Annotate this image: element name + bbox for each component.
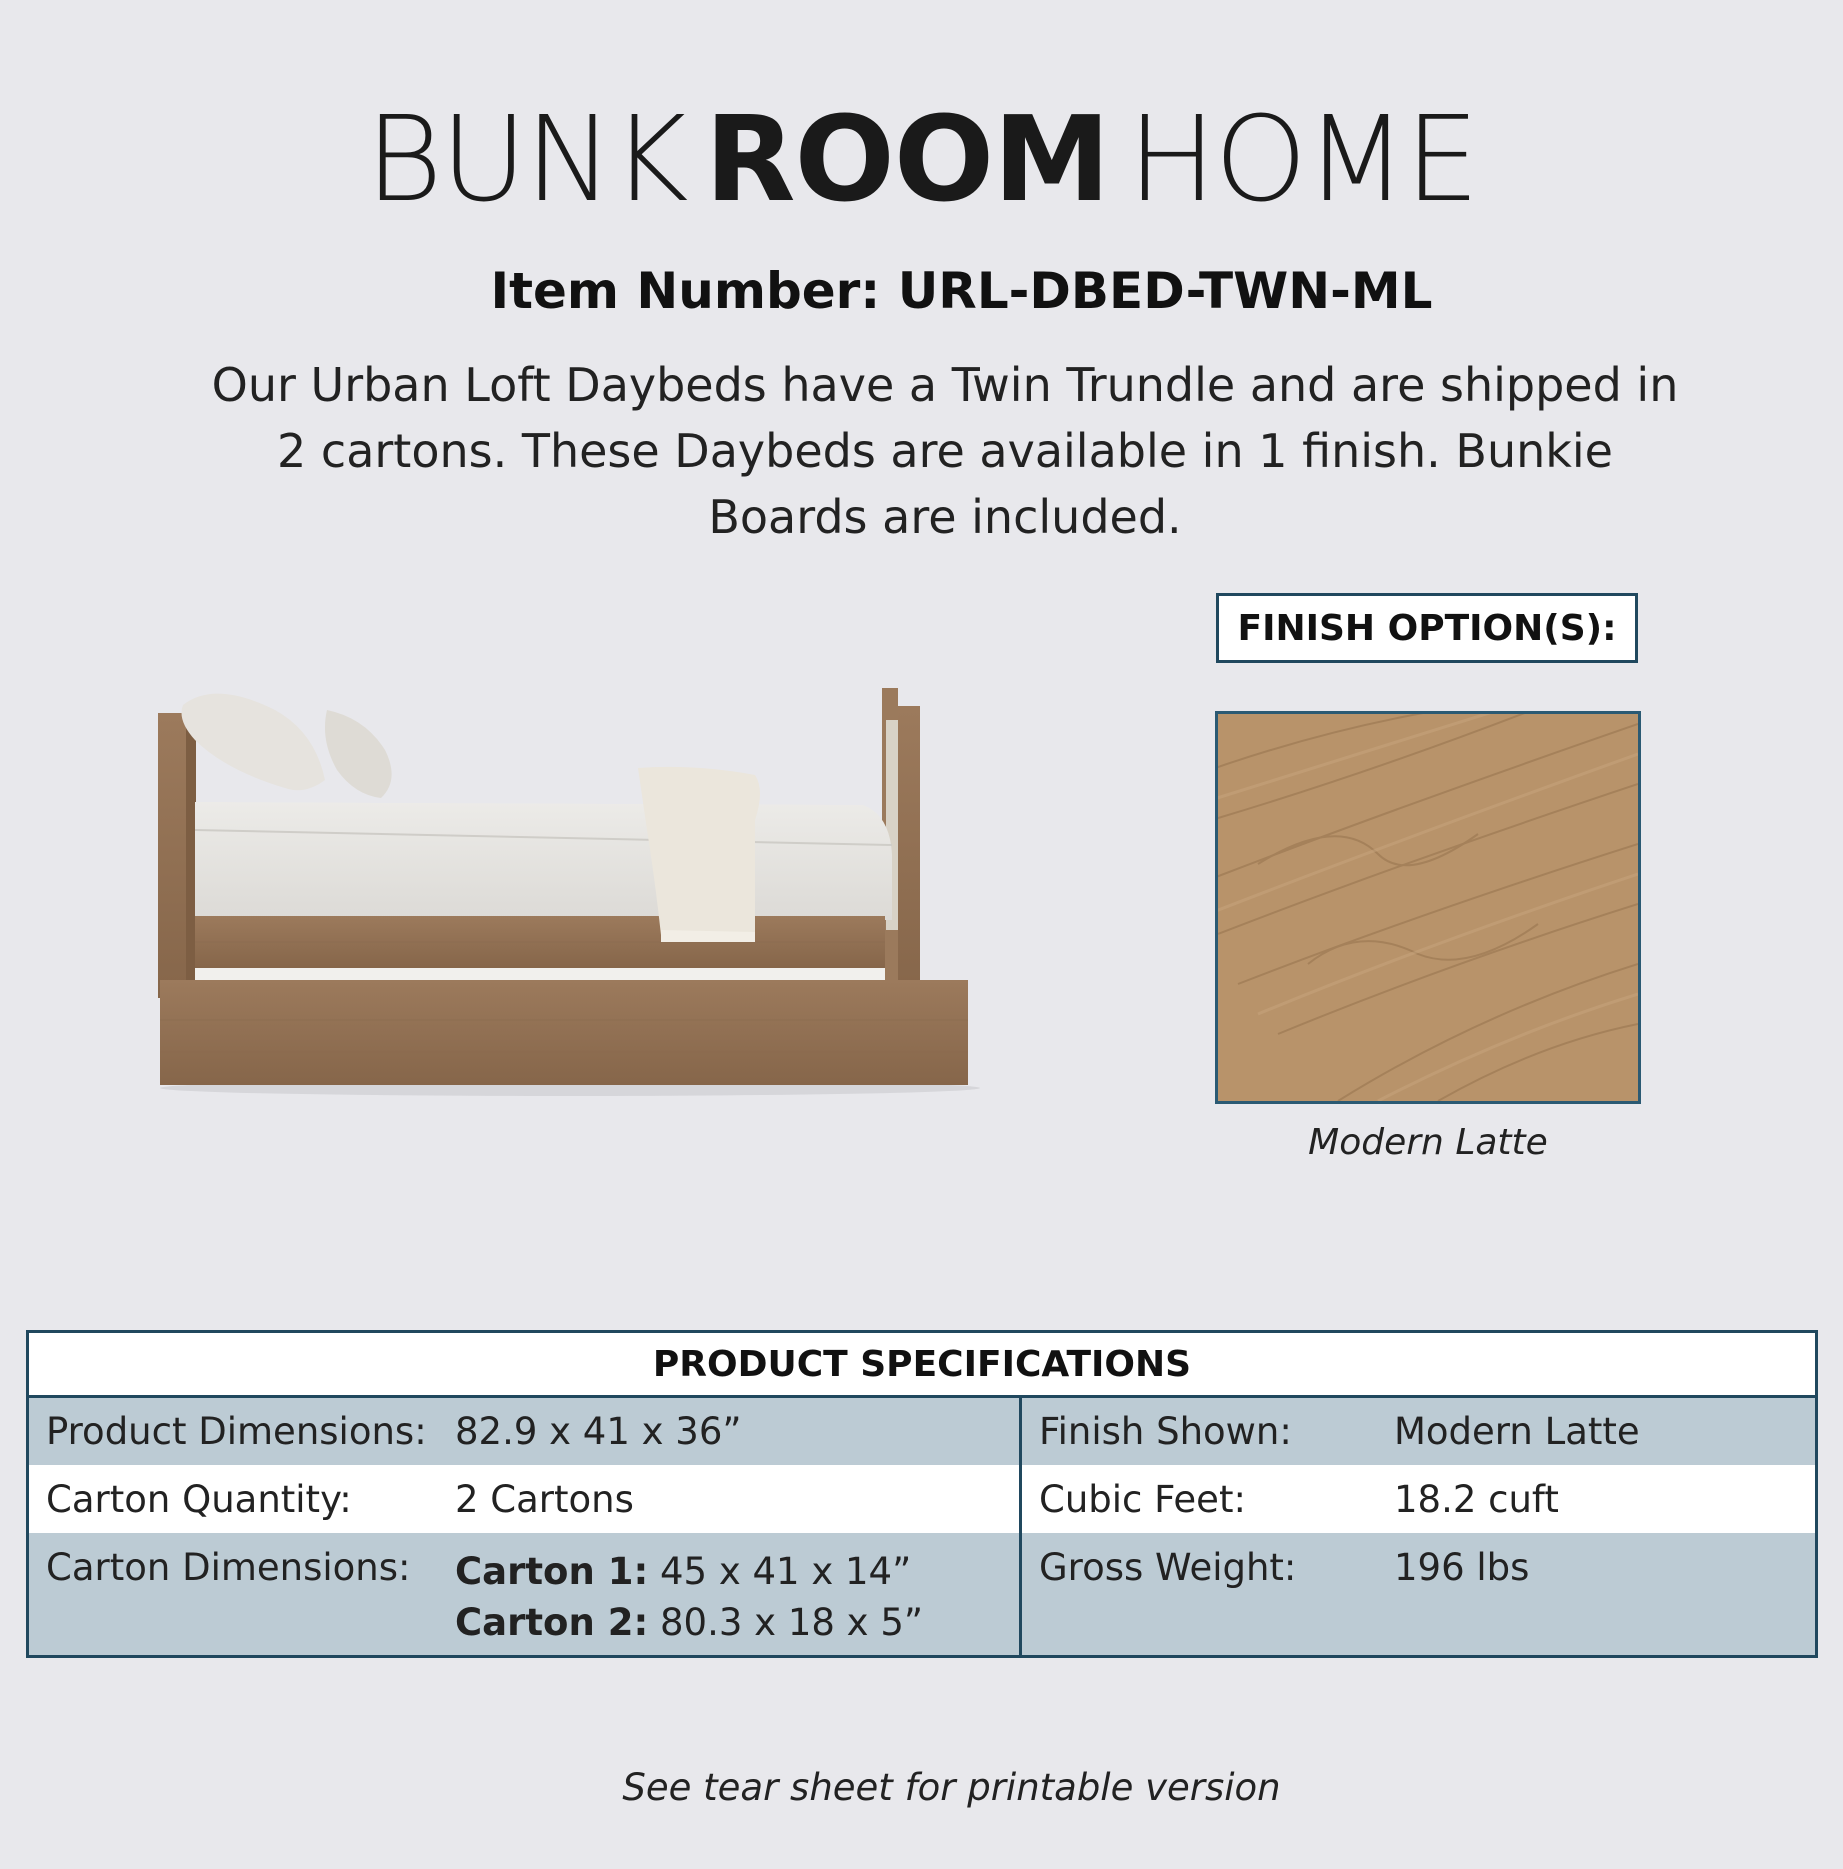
- brand-word-home: HOME: [1127, 90, 1478, 228]
- finish-options-label: FINISH OPTION(S):: [1216, 593, 1638, 663]
- brand-logo: [0, 90, 1843, 228]
- spec-key: Product Dimensions:: [46, 1410, 427, 1453]
- wood-grain-texture: [1218, 714, 1638, 1101]
- product-description: Our Urban Loft Daybeds have a Twin Trundle and are shipped in 2 cartons. These Daybeds are available in 1 finish. Bunkie Boards are included.: [211, 358, 1679, 544]
- spec-value: [455, 1546, 1019, 1648]
- spec-key: Carton Quantity:: [46, 1477, 352, 1521]
- tear-sheet-note: See tear sheet for printable version: [622, 1766, 1281, 1809]
- spec-row-cubic-feet: [1022, 1465, 1815, 1533]
- spec-row-finish-shown: [1022, 1398, 1815, 1465]
- carton-1-value: 45 x 41 x 14”: [648, 1550, 912, 1593]
- carton-2-line: [455, 1597, 1019, 1648]
- item-number: Item Number: URL-DBED-TWN-ML: [490, 262, 1433, 320]
- spec-row-product-dimensions: [29, 1398, 1019, 1465]
- daybed-image: [155, 680, 985, 1100]
- product-specifications-table: [26, 1330, 1818, 1658]
- spec-row-carton-quantity: [29, 1465, 1019, 1533]
- specs-right-column: [1022, 1398, 1815, 1655]
- carton-1-line: [455, 1546, 1019, 1597]
- carton-2-label: Carton 2:: [455, 1601, 649, 1644]
- spec-row-carton-dimensions: [29, 1533, 1019, 1655]
- finish-swatch-modern-latte[interactable]: [1215, 711, 1641, 1104]
- spec-value: 82.9 x 41 x 36”: [455, 1410, 742, 1453]
- carton-2-value: 80.3 x 18 x 5”: [648, 1601, 924, 1644]
- spec-value: 18.2 cuft: [1394, 1477, 1559, 1521]
- carton-1-label: Carton 1:: [455, 1550, 649, 1593]
- spec-key: Carton Dimensions:: [46, 1546, 411, 1589]
- finish-name: Modern Latte: [1308, 1122, 1548, 1163]
- spec-key: Cubic Feet:: [1039, 1477, 1246, 1521]
- spec-value: 2 Cartons: [455, 1477, 634, 1521]
- spec-value: 196 lbs: [1394, 1546, 1530, 1589]
- spec-key: Gross Weight:: [1039, 1546, 1297, 1589]
- brand-word-room: ROOM: [704, 90, 1110, 228]
- specs-title: PRODUCT SPECIFICATIONS: [29, 1333, 1815, 1398]
- spec-value: Modern Latte: [1394, 1410, 1640, 1453]
- brand-word-bunk: BUNK: [365, 90, 687, 228]
- spec-key: Finish Shown:: [1039, 1410, 1292, 1453]
- spec-row-gross-weight: [1022, 1533, 1815, 1655]
- specs-left-column: [29, 1398, 1022, 1655]
